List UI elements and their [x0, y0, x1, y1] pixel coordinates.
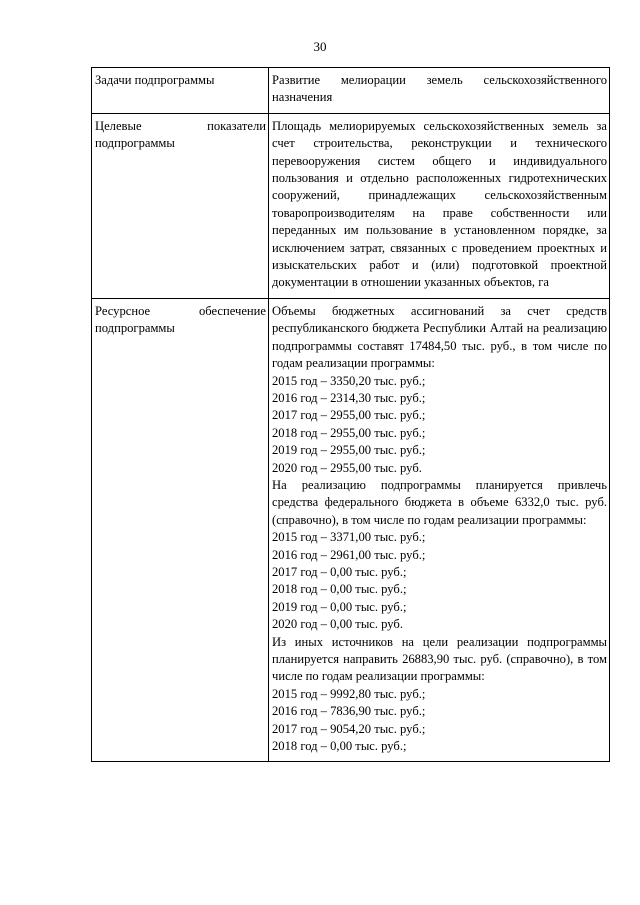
row-label: Задачи подпрограммы [92, 68, 269, 114]
republic-years-list [272, 373, 607, 477]
funding-year-line: 2016 год – 2314,30 тыс. руб.; [272, 390, 426, 405]
funding-year-line: 2016 год – 7836,90 тыс. руб.; [272, 704, 426, 719]
table-row [92, 298, 610, 762]
funding-year-line: 2016 год – 2961,00 тыс. руб.; [272, 547, 426, 562]
row-content [269, 298, 610, 762]
funding-year-line: 2015 год – 3350,20 тыс. руб.; [272, 373, 426, 388]
subprogram-passport-table [91, 67, 610, 762]
table-row [92, 113, 610, 298]
content-paragraph: Развитие мелиорации земель сельскохозяйственного назначения [272, 73, 607, 105]
funding-year-line: 2020 год – 2955,00 тыс. руб. [272, 460, 422, 475]
republic-budget-paragraph: Объемы бюджетных ассигнований за счет средств республиканского бюджета Республики Алтай на реализацию подпрограммы составят 17484,50 тыс. руб., в том числе по годам реализации программы: [272, 303, 607, 371]
funding-year-line: 2019 год – 0,00 тыс. руб.; [272, 599, 407, 614]
other-years-list [272, 686, 607, 756]
table-row [92, 68, 610, 114]
funding-year-line: 2015 год – 3371,00 тыс. руб.; [272, 530, 426, 545]
federal-years-list [272, 529, 607, 633]
row-content [269, 113, 610, 298]
row-content [269, 68, 610, 114]
row-label: Целевые показатели подпрограммы [92, 113, 269, 298]
funding-year-line: 2018 год – 0,00 тыс. руб.; [272, 739, 407, 754]
funding-year-line: 2017 год – 2955,00 тыс. руб.; [272, 408, 426, 423]
funding-year-line: 2015 год – 9992,80 тыс. руб.; [272, 686, 426, 701]
federal-budget-paragraph: На реализацию подпрограммы планируется привлечь средства федерального бюджета в объеме 6332,0 тыс. руб. (справочно), в том числе по годам реализации программы: [272, 477, 607, 527]
content-paragraph: Площадь мелиорируемых сельскохозяйственных земель за счет строительства, реконструкции и технического перевооружения систем общего и индивидуального пользования и отдельно расположенных гидротехнических сооружений, принадлежащих сельскохозяйственным товаропроизводителям на праве собственности или переданных им пользование в установленном порядке, за исключением затрат, связанных с проведением проектных и изыскательских работ и (или) подготовкой проектной документации в отношении указанных объектов, га [272, 118, 607, 290]
funding-year-line: 2019 год – 2955,00 тыс. руб.; [272, 443, 426, 458]
funding-year-line: 2018 год – 0,00 тыс. руб.; [272, 582, 407, 597]
funding-year-line: 2017 год – 9054,20 тыс. руб.; [272, 721, 426, 736]
row-label: Ресурсное обеспечение подпрограммы [92, 298, 269, 762]
other-sources-paragraph: Из иных источников на цели реализации подпрограммы планируется направить 26883,90 тыс. руб. (справочно), в том числе по годам реализации программы: [272, 634, 607, 684]
funding-year-line: 2018 год – 2955,00 тыс. руб.; [272, 425, 426, 440]
page-number: 30 [313, 39, 327, 54]
funding-year-line: 2020 год – 0,00 тыс. руб. [272, 617, 403, 632]
funding-year-line: 2017 год – 0,00 тыс. руб.; [272, 564, 407, 579]
